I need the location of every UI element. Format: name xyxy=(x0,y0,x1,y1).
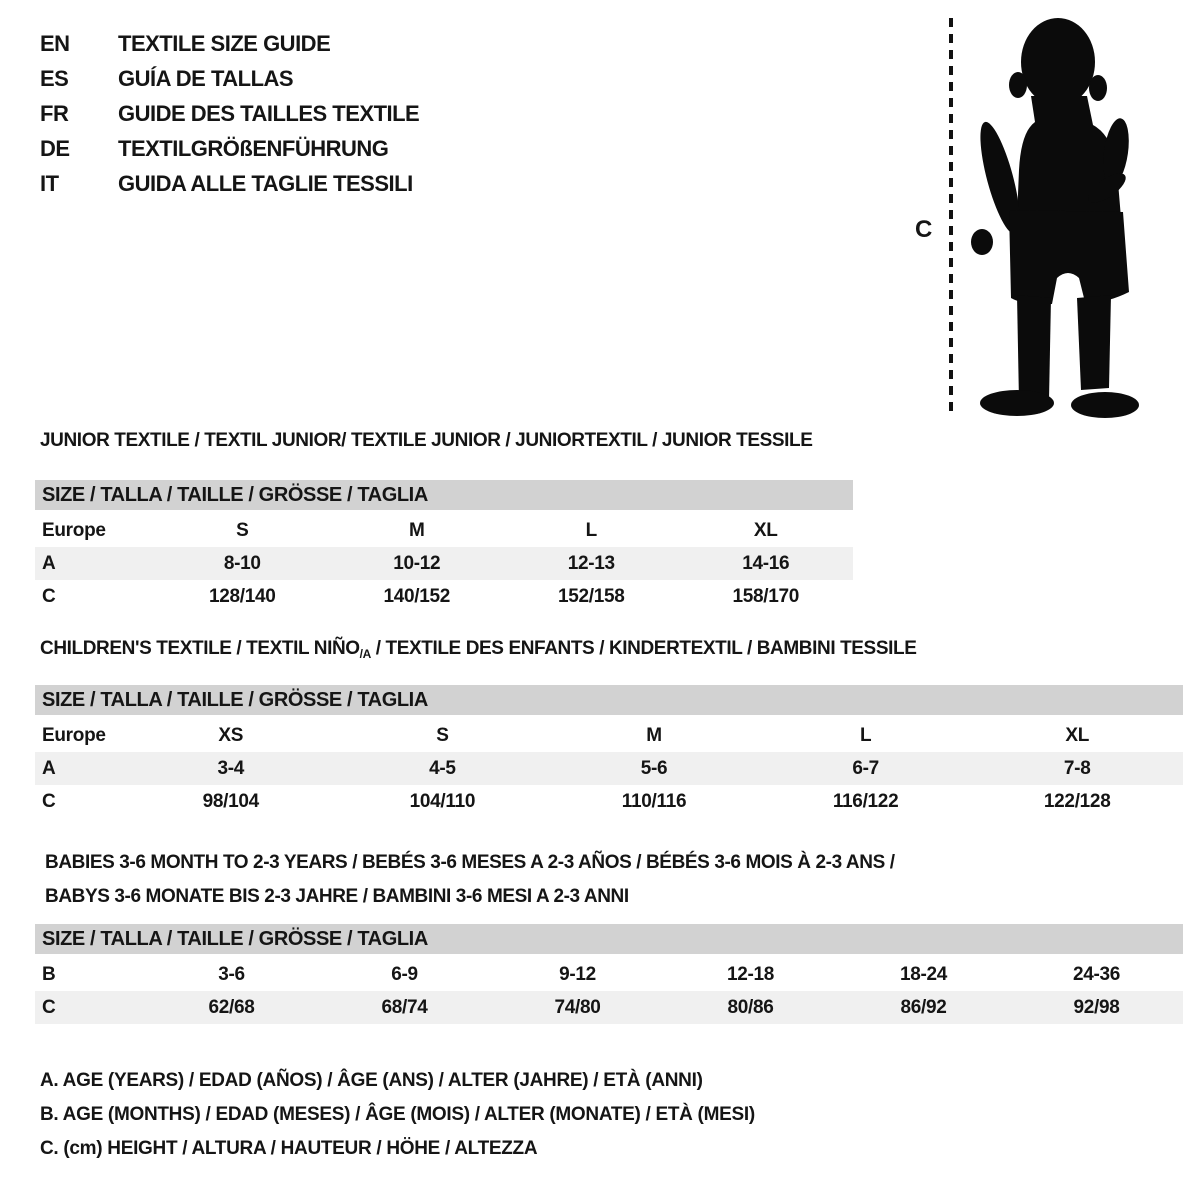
babies-section-title xyxy=(40,846,1183,914)
table-cell: 14-16 xyxy=(742,553,790,574)
table-cell: 116/122 xyxy=(832,791,899,812)
junior-textile-section xyxy=(35,430,853,613)
table-row xyxy=(35,580,853,613)
babies-title-line1: BABIES 3-6 MONTH TO 2-3 YEARS / BEBÉS 3-6 MESES A 2-3 AÑOS / BÉBÉS 3-6 MOIS À 2-3 ANS / xyxy=(45,852,895,873)
children-section-title xyxy=(40,638,1183,661)
table-cell: S xyxy=(436,725,449,746)
table-cell: 18-24 xyxy=(899,964,948,985)
table-row xyxy=(35,514,853,547)
children-title-pre: CHILDREN'S TEXTILE / TEXTIL NIÑO xyxy=(40,638,360,659)
table-cell: 8-10 xyxy=(223,553,261,574)
lang-row-it xyxy=(40,166,419,201)
table-cell: 86/92 xyxy=(900,997,947,1018)
lang-title: TEXTILGRÖßENFÜHRUNG xyxy=(118,135,389,161)
lang-code: IT xyxy=(40,170,59,196)
legend-line-a: A. AGE (YEARS) / EDAD (AÑOS) / ÂGE (ANS) / ALTER (JAHRE) / ETÀ (ANNI) xyxy=(40,1070,703,1091)
row-label: B xyxy=(42,964,56,985)
table-cell: L xyxy=(859,725,872,746)
table-cell: 158/170 xyxy=(732,586,800,607)
lang-row-fr xyxy=(40,96,419,131)
table-cell: XS xyxy=(218,725,244,746)
legend-line-b: B. AGE (MONTHS) / EDAD (MESES) / ÂGE (MOIS) / ALTER (MONATE) / ETÀ (MESI) xyxy=(40,1104,755,1125)
language-header xyxy=(40,26,419,201)
table-cell: 7-8 xyxy=(1063,758,1091,779)
table-cell: S xyxy=(236,520,249,541)
table-cell: 24-36 xyxy=(1072,964,1121,985)
lang-code: EN xyxy=(40,30,70,56)
table-cell: 92/98 xyxy=(1073,997,1120,1018)
height-figure xyxy=(905,10,1160,422)
row-label: Europe xyxy=(42,520,106,541)
table-cell: 122/128 xyxy=(1043,791,1111,812)
table-cell: 152/158 xyxy=(557,586,625,607)
table-cell: M xyxy=(646,725,662,746)
row-label: C xyxy=(42,791,56,812)
children-title-post: / TEXTILE DES ENFANTS / KINDERTEXTIL / BAMBINI TESSILE xyxy=(370,638,917,659)
table-cell: 104/110 xyxy=(409,791,476,812)
babies-textile-section xyxy=(35,846,1183,1024)
toddler-silhouette-image xyxy=(905,10,1160,422)
legend-line-c: C. (cm) HEIGHT / ALTURA / HAUTEUR / HÖHE / ALTEZZA xyxy=(40,1138,538,1159)
babies-size-header-bar: SIZE / TALLA / TAILLE / GRÖSSE / TAGLIA xyxy=(35,924,1183,954)
table-cell: 3-4 xyxy=(217,758,245,779)
children-title-sub: /A xyxy=(359,647,371,661)
table-cell: XL xyxy=(753,520,778,541)
table-row xyxy=(35,785,1183,818)
lang-row-de xyxy=(40,131,419,166)
lang-title: GUIDE DES TAILLES TEXTILE xyxy=(118,100,420,126)
lang-title: GUÍA DE TALLAS xyxy=(118,65,294,91)
row-label: A xyxy=(42,758,56,779)
table-row xyxy=(35,547,853,580)
height-measure-label: C xyxy=(915,216,932,243)
table-cell: 6-9 xyxy=(391,964,418,985)
table-row xyxy=(35,719,1183,752)
lang-code: FR xyxy=(40,100,69,126)
table-cell: 12-13 xyxy=(567,553,615,574)
lang-code: DE xyxy=(40,135,70,161)
lang-title: GUIDA ALLE TAGLIE TESSILI xyxy=(118,170,413,196)
junior-size-header-bar: SIZE / TALLA / TAILLE / GRÖSSE / TAGLIA xyxy=(35,480,853,510)
row-label: A xyxy=(42,553,56,574)
table-cell: 4-5 xyxy=(429,758,456,779)
lang-row-es xyxy=(40,61,419,96)
table-cell: 74/80 xyxy=(554,997,601,1018)
junior-section-title: JUNIOR TEXTILE / TEXTIL JUNIOR/ TEXTILE JUNIOR / JUNIORTEXTIL / JUNIOR TESSILE xyxy=(40,430,813,451)
toddler-silhouette-shapes xyxy=(971,18,1139,418)
table-row xyxy=(35,752,1183,785)
lang-row-en xyxy=(40,26,419,61)
lang-title: TEXTILE SIZE GUIDE xyxy=(118,30,331,56)
table-cell: 12-18 xyxy=(726,964,775,985)
table-cell: 3-6 xyxy=(218,964,245,985)
table-cell: 10-12 xyxy=(393,553,441,574)
table-cell: 80/86 xyxy=(727,997,774,1018)
table-row xyxy=(35,958,1183,991)
table-cell: 9-12 xyxy=(559,964,596,985)
row-label: C xyxy=(42,586,56,607)
table-cell: 110/116 xyxy=(621,791,687,812)
lang-code: ES xyxy=(40,65,69,91)
legend xyxy=(40,1064,755,1166)
babies-title-line2: BABYS 3-6 MONATE BIS 2-3 JAHRE / BAMBINI 3-6 MESI A 2-3 ANNI xyxy=(45,886,629,907)
table-row xyxy=(35,991,1183,1024)
children-textile-section xyxy=(35,638,1183,818)
table-cell: 68/74 xyxy=(381,997,428,1018)
row-label: C xyxy=(42,997,56,1018)
table-cell: 140/152 xyxy=(383,586,451,607)
table-cell: 98/104 xyxy=(202,791,259,812)
table-cell: 5-6 xyxy=(640,758,668,779)
children-size-header-bar: SIZE / TALLA / TAILLE / GRÖSSE / TAGLIA xyxy=(35,685,1183,715)
table-cell: 62/68 xyxy=(208,997,255,1018)
table-cell: 6-7 xyxy=(852,758,879,779)
table-cell: M xyxy=(408,520,425,541)
row-label: Europe xyxy=(42,725,106,746)
table-cell: L xyxy=(585,520,597,541)
table-cell: 128/140 xyxy=(208,586,276,607)
table-cell: XL xyxy=(1065,725,1090,746)
